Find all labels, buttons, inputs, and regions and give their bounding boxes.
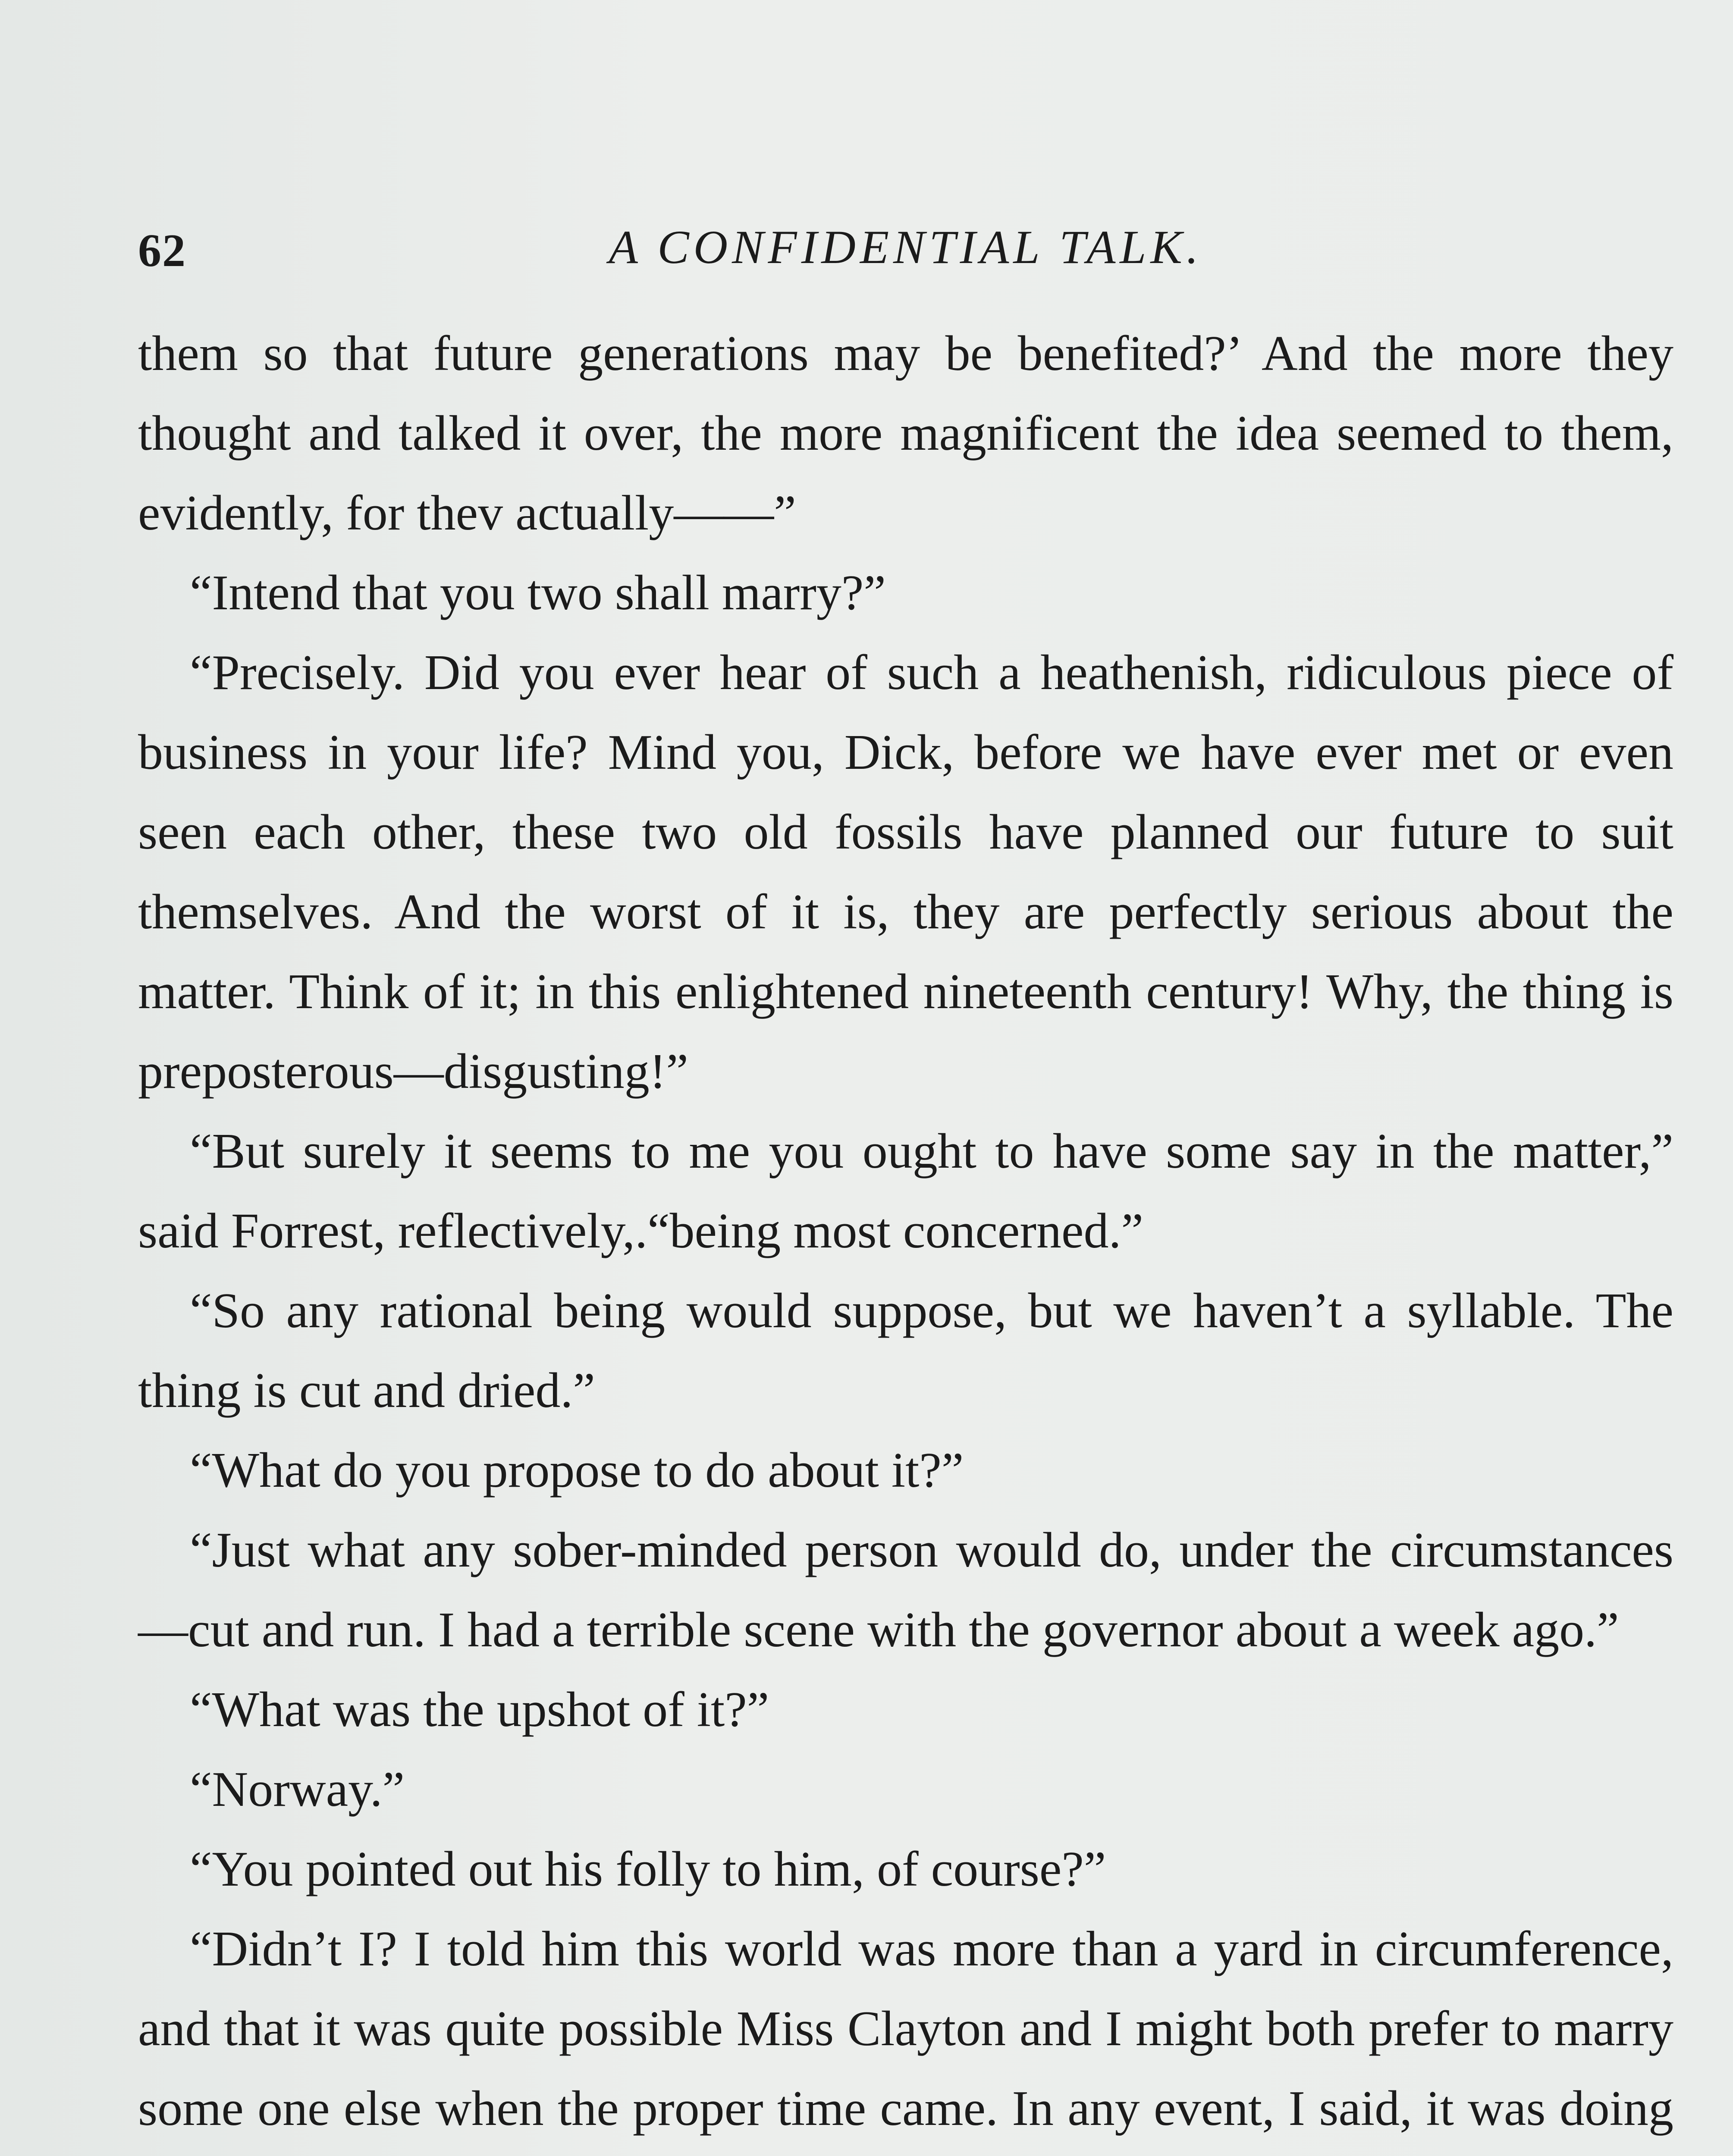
paragraph: them so that future generations may be benefited?’ And the more they thought and talked it over, the more magnificent the idea seemed to them, evidently, for thev actually——” <box>138 326 1673 541</box>
paragraph: “Norway.” <box>190 1762 405 1817</box>
paragraph: “What do you propose to do about it?” <box>190 1443 964 1498</box>
running-head: A CONFIDENTIAL TALK. <box>609 221 1203 273</box>
body-text <box>138 314 1673 2156</box>
paragraph: “What was the upshot of it?” <box>190 1682 769 1737</box>
paragraph: “You pointed out his folly to him, of course?” <box>190 1842 1106 1897</box>
page-number: 62 <box>138 225 186 276</box>
paragraph: “Intend that you two shall marry?” <box>190 565 886 620</box>
paragraph: “Precisely. Did you ever hear of such a heathenish, ridiculous piece of business in your life? Mind you, Dick, before we have ever met or even seen each other, these two old fossils have planned our future to suit themselves. And the worst of it is, they are perfectly serious about the matter. Think of it; in this enlightened nineteenth century! Why, the thing is preposterous—disgusting!” <box>138 645 1673 1099</box>
paragraph: “Just what any sober-minded person would do, under the circumstances—cut and run. I had a terrible scene with the governor about a week ago.” <box>138 1523 1673 1658</box>
page-header <box>138 216 1673 289</box>
paragraph: “So any rational being would suppose, but we haven’t a syllable. The thing is cut and dried.” <box>138 1283 1673 1418</box>
paragraph: “But surely it seems to me you ought to have some say in the matter,” said Forrest, reflectively,.“being most concerned.” <box>138 1124 1673 1259</box>
paragraph: “Didn’t I? I told him this world was more than a yard in circumference, and that it was quite possible Miss Clayton and I might both prefer to marry some one else when the proper time came. In any event, I said, it was doing <box>138 1921 1673 2136</box>
